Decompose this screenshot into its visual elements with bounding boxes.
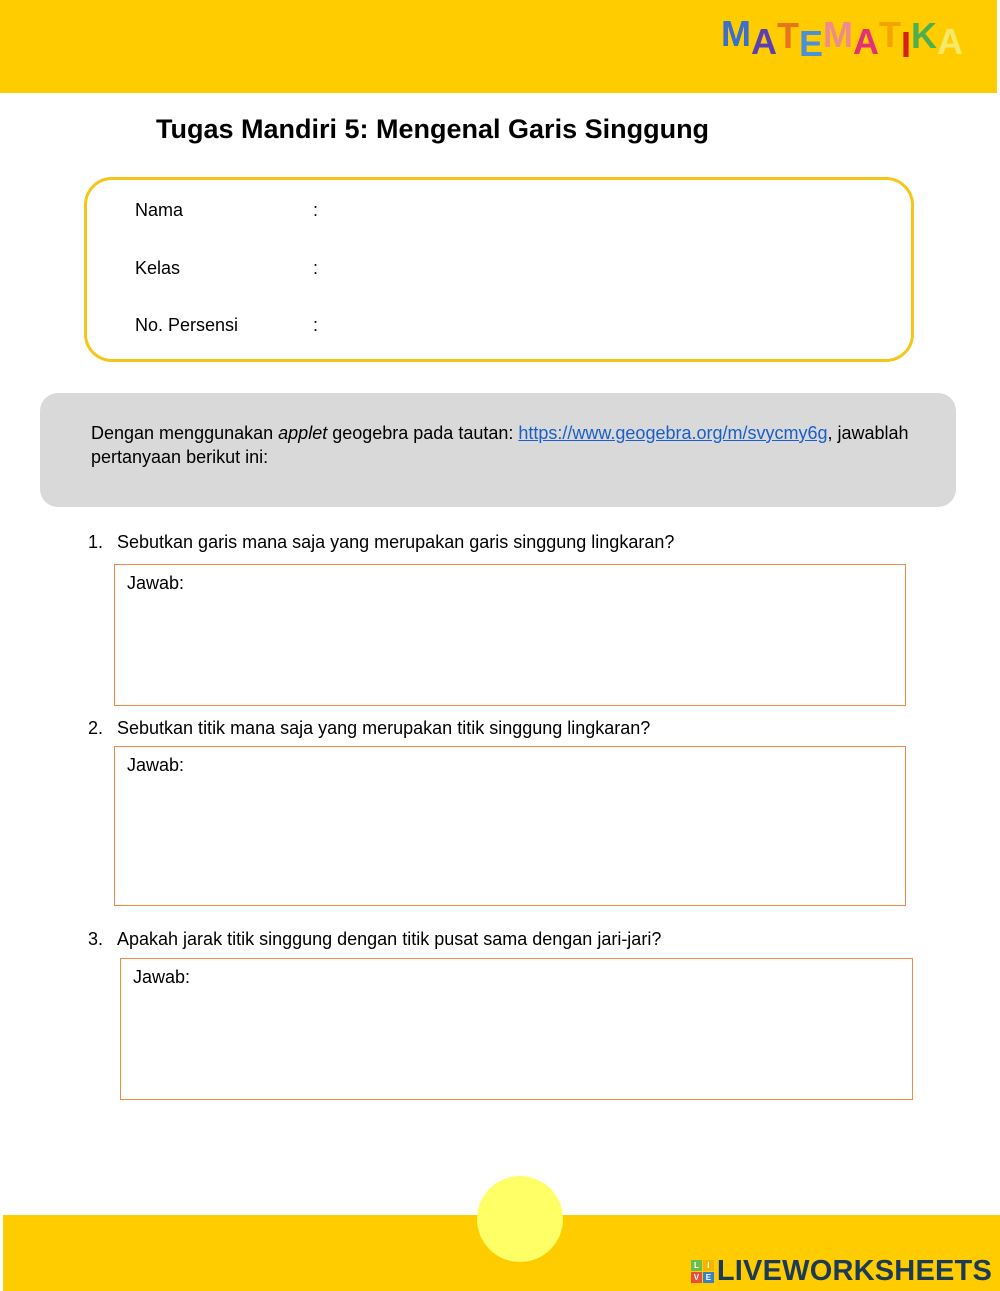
question-text: Sebutkan garis mana saja yang merupakan garis singgung lingkaran?	[117, 532, 675, 552]
page-title: Tugas Mandiri 5: Mengenal Garis Singgung	[156, 114, 710, 144]
identity-separator: :	[313, 258, 319, 278]
decorative-circle	[477, 1176, 563, 1262]
answer-box-3[interactable]	[120, 958, 913, 1100]
brand-icon-letter: I	[703, 1260, 714, 1271]
identity-label: Kelas	[135, 258, 181, 278]
instruction-middle: geogebra pada tautan:	[327, 423, 519, 443]
instruction-after: , jawablah pertanyaan berikut ini:	[91, 423, 909, 467]
logo-letter: A	[750, 21, 777, 62]
logo-letter: T	[776, 15, 799, 56]
logo-letter: K	[911, 15, 937, 56]
instruction-text	[91, 421, 931, 469]
brand-icon-letter: V	[691, 1272, 702, 1283]
liveworksheets-brand: LIVEWORKSHEETS	[716, 1255, 992, 1287]
instruction-emphasis: applet	[278, 423, 328, 443]
identity-separator: :	[313, 200, 319, 220]
question-2	[88, 718, 650, 739]
logo-letter: I	[900, 24, 911, 65]
brand-icon-letter: L	[691, 1260, 702, 1271]
answer-box-2[interactable]	[114, 746, 906, 906]
header-band	[0, 0, 997, 93]
question-1	[88, 532, 674, 553]
identity-separator: :	[313, 315, 319, 335]
logo-letter: T	[878, 14, 901, 55]
answer-box-1[interactable]	[114, 564, 906, 706]
question-number: 2.	[88, 718, 104, 738]
liveworksheets-logo	[691, 1256, 992, 1286]
question-number: 3.	[88, 929, 104, 949]
instruction-before: Dengan menggunakan	[91, 423, 279, 443]
logo-letter: M	[822, 14, 853, 55]
question-number: 1.	[88, 532, 104, 552]
answer-label: Jawab:	[127, 755, 185, 775]
logo-letter: M	[720, 13, 751, 54]
question-text: Apakah jarak titik singgung dengan titik pusat sama dengan jari-jari?	[117, 929, 662, 949]
identity-label: Nama	[135, 200, 184, 220]
answer-label: Jawab:	[127, 573, 185, 593]
logo-letter: E	[798, 23, 823, 64]
question-3	[88, 929, 661, 950]
answer-label: Jawab:	[133, 967, 191, 987]
identity-row-persensi	[135, 315, 318, 336]
brand-icon-letter: E	[703, 1272, 714, 1283]
geogebra-link[interactable]: https://www.geogebra.org/m/svycmy6g	[518, 423, 828, 443]
identity-card	[84, 177, 914, 362]
identity-row-nama	[135, 200, 318, 221]
matematika-logo	[721, 14, 963, 64]
logo-letter: A	[937, 21, 963, 62]
identity-label: No. Persensi	[135, 315, 239, 335]
question-text: Sebutkan titik mana saja yang merupakan titik singgung lingkaran?	[117, 718, 651, 738]
identity-row-kelas	[135, 258, 318, 279]
liveworksheets-icon	[691, 1260, 714, 1283]
logo-letter: A	[852, 21, 879, 62]
instruction-box	[40, 393, 956, 507]
